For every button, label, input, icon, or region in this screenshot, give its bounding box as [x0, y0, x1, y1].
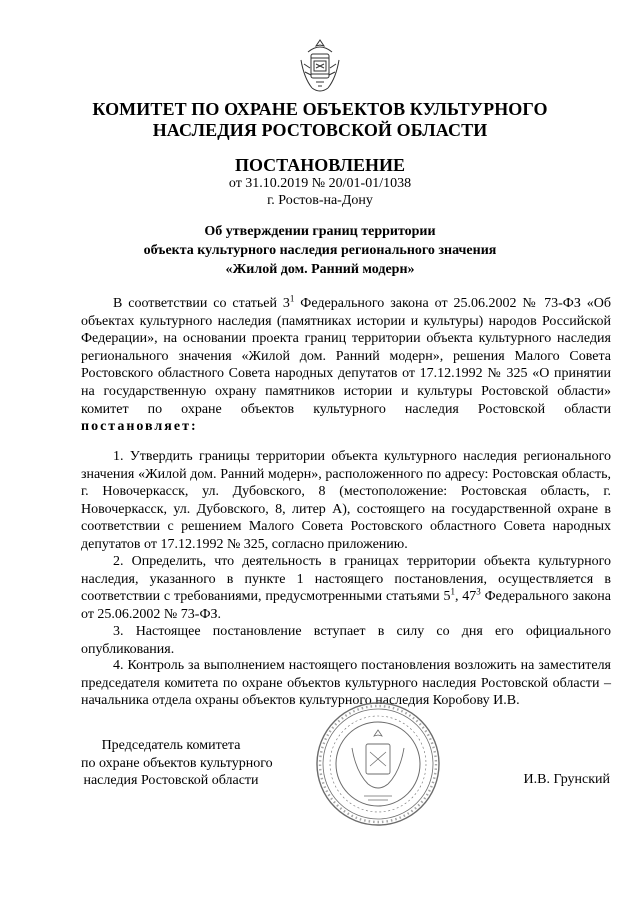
resolve-word: постановляет:	[81, 419, 198, 435]
item-1: 1. Утвердить границы территории объекта культурного наследия регионального значения «Жилой дом. Ранний модерн», расположенного по адресу: Ростовская область, г. Новочеркасск, ул. Дубовского, 8 (местоположение: Ростовская область, г. Новочеркасск, ул. Дубовского, 8, литер А), состоящего на государственной охране в соответствии с решением Малого Совета Ростовского областного Совета народных депутатов от 17.12.1992 № 325, согласно приложению.	[81, 449, 611, 552]
item-2: 2. Определить, что деятельность в границах территории объекта культурного наследия, указанного в пункте 1 настоящего постановления, осуществляется в соответствии с требованиями, предусмотренными статьями $5^1$, $47^3$ Федерального закона от 25.06.2002 № 73-ФЗ.	[81, 554, 612, 622]
signer-name: И.В. Грунский	[523, 772, 610, 787]
signature-title: Председатель комитета по охране объектов культурного наследия Ростовской области	[81, 738, 273, 789]
official-seal-stamp	[314, 700, 442, 828]
org-name-line1: КОМИТЕТ ПО ОХРАНЕ ОБЪЕКТОВ КУЛЬТУРНОГО	[92, 99, 548, 119]
subject-line1: Об утверждении границ территории	[204, 224, 436, 239]
subject-line3: «Жилой дом. Ранний модерн»	[225, 262, 415, 277]
subject-line2: объекта культурного наследия регионального значения	[143, 243, 497, 258]
item-3: 3. Настоящее постановление вступает в силу со дня его официального опубликования.	[81, 624, 611, 657]
org-name-line2: НАСЛЕДИЯ РОСТОВСКОЙ ОБЛАСТИ	[152, 120, 488, 140]
coat-of-arms-icon	[298, 38, 342, 96]
preamble-paragraph: В соответствии со статьей $3^1$ Федерального закона от 25.06.2002 № 73-ФЗ «Об объектах культурного наследия (памятниках истории и культуры) народов Российской Федерации», на основании проекта границ территории объекта культурного наследия регионального значения «Жилой дом. Ранний модерн», решения Малого Совета Ростовского областного Совета народных депутатов от 17.12.1992 № 325 «О принятии на государственную охрану памятников истории и культуры Ростовской области» комитет по охране объектов культурного наследия Ростовской области постановляет:	[81, 293, 611, 435]
document-city: г. Ростов-на-Дону	[267, 193, 373, 208]
item-4: 4. Контроль за выполнением настоящего постановления возложить на заместителя председателя комитета по охране объектов культурного наследия Ростовской области – начальника отдела охраны объектов культурного наследия Коробову И.В.	[81, 658, 611, 709]
document-date-number: от 31.10.2019 № 20/01-01/1038	[228, 176, 412, 191]
document-type: ПОСТАНОВЛЕНИЕ	[234, 155, 406, 175]
